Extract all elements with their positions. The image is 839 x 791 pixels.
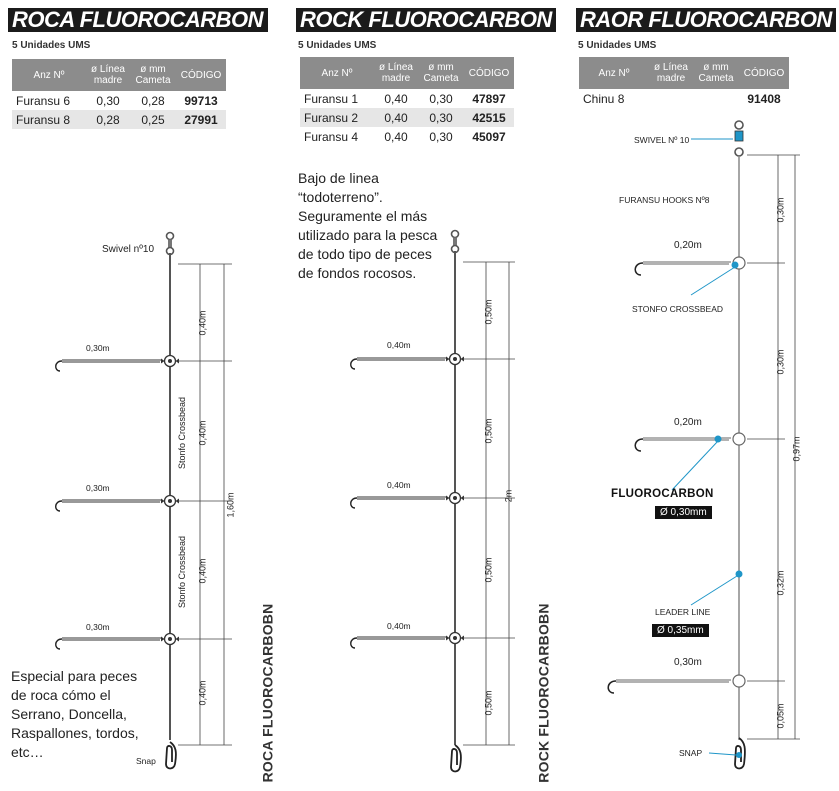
table-header: ø Línea madre — [86, 59, 130, 91]
table-cell: 42515 — [464, 108, 514, 127]
hook-icon — [56, 639, 62, 649]
panel1-total-label: 1,60m — [225, 492, 236, 518]
panel1-side-title: ROCA FLUOROCARBOBN — [259, 603, 276, 783]
table-header: ø Línea madre — [649, 57, 693, 89]
panel3-crossbead-label: STONFO CROSSBEAD — [632, 304, 723, 314]
table-cell: Furansu 8 — [12, 110, 86, 129]
panel2-branch-label: 0,40m — [387, 621, 411, 631]
snap-icon — [166, 742, 176, 769]
crossbead-icon — [733, 433, 745, 445]
panel3-segment-label: 0,30m — [775, 349, 786, 375]
branch-1 — [635, 257, 745, 275]
table-header: Anz Nº — [579, 57, 649, 89]
snap-icon — [451, 745, 461, 772]
table-cell: 0,25 — [130, 110, 176, 129]
branch-1 — [56, 356, 179, 372]
branch-2 — [56, 496, 179, 512]
swivel-icon — [167, 233, 174, 255]
hook-icon — [351, 359, 357, 369]
table-cell: 0,28 — [86, 110, 130, 129]
panel3-segment-label: 0,32m — [775, 570, 786, 596]
crossbead-icon — [161, 356, 179, 367]
branch-3 — [608, 675, 745, 693]
panel3-swivel-label: SWIVEL Nº 10 — [634, 135, 690, 145]
branch-3 — [351, 633, 464, 649]
panel3-fluoro-label: FLUOROCARBON — [611, 488, 714, 500]
panel3-segment-label: 0,30m — [775, 197, 786, 223]
hook-icon — [351, 638, 357, 648]
panel2-total-label: 2m — [503, 489, 514, 503]
table-cell: Furansu 6 — [16, 93, 71, 108]
crossbead-icon — [446, 633, 464, 644]
panel1-units: 5 Unidades UMS — [12, 40, 91, 51]
panel1-crossbead-label: Stonfo Crossbead — [177, 535, 188, 609]
panel3-snap-label: SNAP — [679, 748, 703, 758]
panel1-segment-label: 0,40m — [197, 420, 208, 446]
crossbead-icon — [161, 496, 179, 507]
table-cell: Chinu 8 — [583, 91, 625, 106]
panel2-segment-label: 0,50m — [483, 299, 494, 325]
hook-icon — [56, 361, 62, 371]
panel3-fluoro-diameter: Ø 0,30mm — [655, 506, 712, 519]
branch-3 — [56, 634, 179, 650]
panel3-hooks-label: FURANSU HOOKS Nº8 — [619, 195, 710, 205]
panel1-segment-label: 0,40m — [197, 558, 208, 584]
table-cell: 0,40 — [384, 129, 408, 144]
panel1-segment-label: 0,40m — [197, 680, 208, 706]
panel2-segment-label: 0,50m — [483, 690, 494, 716]
panel2-branch-label: 0,40m — [387, 340, 411, 350]
table-header: ø mm Cameta — [693, 57, 739, 89]
panel2-segment-label: 0,50m — [483, 557, 494, 583]
panel2-segment-label: 0,50m — [483, 418, 494, 444]
panel2-description: Bajo de linea “todoterreno”. Seguramente el más utilizado para la pesca de todo tipo de peces de fondos rocosos. — [298, 170, 438, 281]
table-cell: Furansu 2 — [300, 108, 374, 127]
panel3-leader-diameter: Ø 0,35mm — [652, 624, 709, 637]
swivel-icon — [735, 121, 743, 129]
table-header: ø mm Cameta — [130, 59, 176, 91]
branch-1 — [351, 354, 464, 370]
table-cell: 27991 — [176, 110, 226, 129]
table-cell: 0,30 — [418, 108, 464, 127]
panel1-snap-label: Snap — [136, 756, 156, 766]
table-header: ø Línea madre — [374, 57, 418, 89]
table-header: CÓDIGO — [739, 57, 789, 89]
panel2-side-title: ROCK FLUOROCARBOBN — [535, 603, 552, 783]
table-cell: Furansu 1 — [304, 91, 359, 106]
panel3-branch-label: 0,20m — [674, 417, 702, 428]
panel3-rig — [608, 121, 800, 769]
branch-2 — [351, 493, 464, 509]
table-header: Anz Nº — [12, 59, 86, 91]
panel1-swivel-label: Swivel nº10 — [102, 244, 155, 255]
panel2-units: 5 Unidades UMS — [298, 40, 377, 51]
panel3-total-label: 0,97m — [791, 436, 802, 462]
table-cell: 0,30 — [429, 91, 453, 106]
panel3-title: RAOR FLUOROCARBON — [576, 8, 836, 32]
panel1-segment-label: 0,40m — [197, 310, 208, 336]
panel3-units: 5 Unidades UMS — [578, 40, 657, 51]
panel1-branch-label: 0,30m — [86, 622, 110, 632]
table-header: CÓDIGO — [464, 57, 514, 89]
hook-icon — [56, 501, 62, 511]
panel1-branch-label: 0,30m — [86, 343, 110, 353]
branch-2 — [635, 433, 745, 451]
table-cell: 91408 — [747, 91, 781, 106]
panel1-crossbead-label: Stonfo Crossbead — [177, 396, 188, 470]
table-header: CÓDIGO — [176, 59, 226, 91]
panel2-branch-label: 0,40m — [387, 480, 411, 490]
swivel-icon — [452, 231, 459, 253]
panel3-leader-label: LEADER LINE — [655, 607, 711, 617]
table-cell: Furansu 4 — [304, 129, 359, 144]
table-cell: 0,30 — [429, 129, 453, 144]
table-cell: 0,30 — [96, 93, 120, 108]
panel1-title: ROCA FLUOROCARBON — [8, 8, 268, 32]
table-cell: 47897 — [472, 91, 506, 106]
panel2-title: ROCK FLUOROCARBON — [296, 8, 556, 32]
dimension-lines — [178, 264, 232, 745]
panel1-description: Especial para peces de roca cómo el Serrano, Doncella, Raspallones, tordos, etc… — [11, 668, 139, 760]
table-header: Anz Nº — [300, 57, 374, 89]
table-cell: 0,40 — [374, 108, 418, 127]
crossbead-icon — [446, 354, 464, 365]
panel3-segment-label: 0,05m — [775, 703, 786, 729]
table-cell: 99713 — [184, 93, 218, 108]
hook-icon — [608, 681, 616, 693]
table-cell: 0,28 — [141, 93, 165, 108]
crossbead-icon — [733, 675, 745, 687]
panel3-branch-label: 0,20m — [674, 240, 702, 251]
table-header: ø mm Cameta — [418, 57, 464, 89]
panel1-branch-label: 0,30m — [86, 483, 110, 493]
crossbead-icon — [161, 634, 179, 645]
table-cell: 45097 — [472, 129, 506, 144]
panel3-branch-label: 0,30m — [674, 657, 702, 668]
dimension-lines — [463, 262, 515, 745]
table-cell: 0,40 — [384, 91, 408, 106]
crossbead-icon — [446, 493, 464, 504]
hook-icon — [635, 439, 643, 451]
hook-icon — [635, 263, 643, 275]
hook-icon — [351, 498, 357, 508]
